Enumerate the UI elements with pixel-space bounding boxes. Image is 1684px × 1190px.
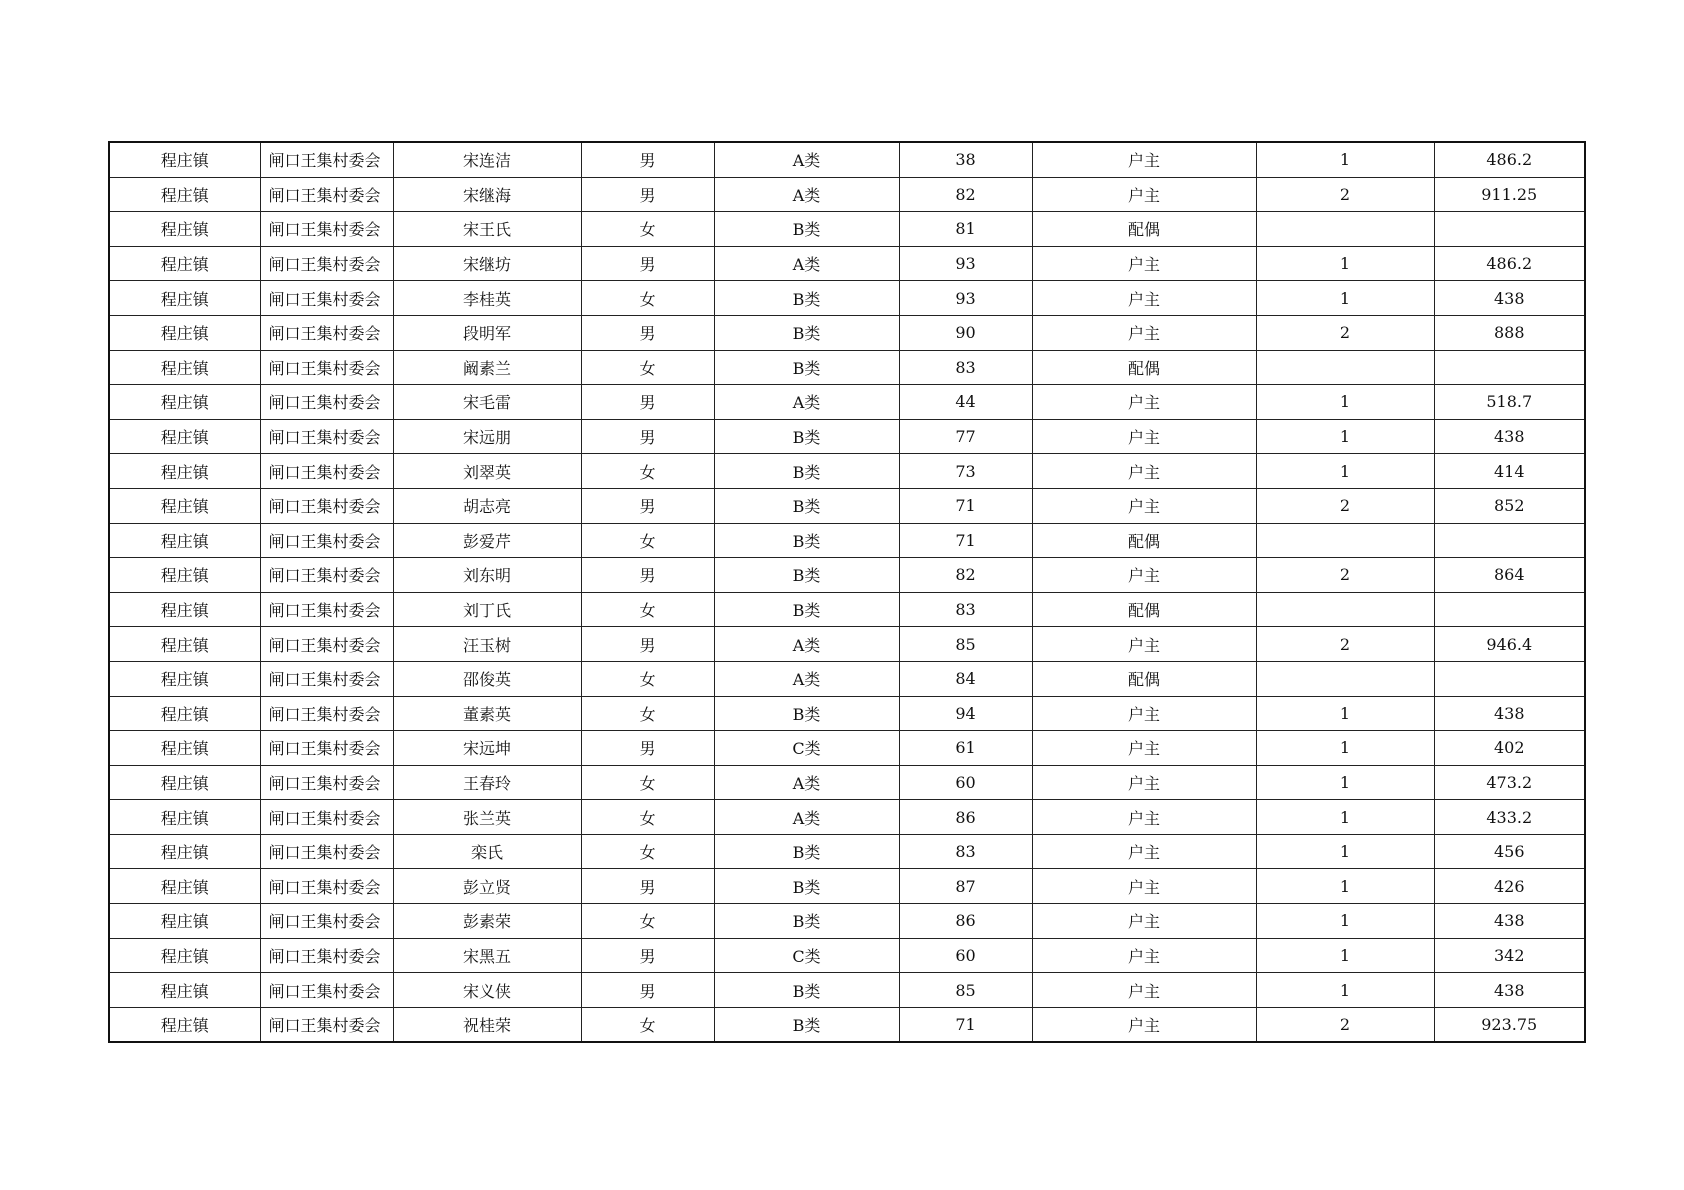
age-cell: 90 xyxy=(899,315,1032,350)
table-row xyxy=(109,281,1585,316)
gender-cell: 男 xyxy=(581,142,714,177)
gender-cell: 女 xyxy=(581,904,714,939)
table-row xyxy=(109,177,1585,212)
table-row xyxy=(109,350,1585,385)
count-cell: 2 xyxy=(1256,1007,1434,1042)
table-row xyxy=(109,938,1585,973)
table-row xyxy=(109,1007,1585,1042)
town-cell: 程庄镇 xyxy=(109,834,260,869)
village-cell: 闸口王集村委会 xyxy=(260,488,393,523)
age-cell: 61 xyxy=(899,731,1032,766)
amount-cell: 888 xyxy=(1434,315,1585,350)
age-cell: 86 xyxy=(899,800,1032,835)
table-row xyxy=(109,800,1585,835)
gender-cell: 女 xyxy=(581,523,714,558)
relation-cell: 户主 xyxy=(1032,800,1256,835)
amount-cell: 486.2 xyxy=(1434,142,1585,177)
gender-cell: 女 xyxy=(581,800,714,835)
table-row xyxy=(109,765,1585,800)
village-cell: 闸口王集村委会 xyxy=(260,177,393,212)
count-cell: 1 xyxy=(1256,834,1434,869)
relation-cell: 户主 xyxy=(1032,1007,1256,1042)
town-cell: 程庄镇 xyxy=(109,558,260,593)
amount-cell: 456 xyxy=(1434,834,1585,869)
age-cell: 85 xyxy=(899,627,1032,662)
name-cell: 阚素兰 xyxy=(393,350,581,385)
amount-cell xyxy=(1434,661,1585,696)
count-cell: 1 xyxy=(1256,973,1434,1008)
count-cell: 2 xyxy=(1256,558,1434,593)
amount-cell: 852 xyxy=(1434,488,1585,523)
age-cell: 86 xyxy=(899,904,1032,939)
count-cell: 1 xyxy=(1256,938,1434,973)
count-cell: 1 xyxy=(1256,869,1434,904)
village-cell: 闸口王集村委会 xyxy=(260,869,393,904)
count-cell: 1 xyxy=(1256,454,1434,489)
town-cell: 程庄镇 xyxy=(109,350,260,385)
village-cell: 闸口王集村委会 xyxy=(260,973,393,1008)
name-cell: 宋毛雷 xyxy=(393,385,581,420)
village-cell: 闸口王集村委会 xyxy=(260,281,393,316)
table-row xyxy=(109,246,1585,281)
amount-cell: 438 xyxy=(1434,696,1585,731)
gender-cell: 女 xyxy=(581,661,714,696)
category-cell: A类 xyxy=(714,800,899,835)
category-cell: B类 xyxy=(714,315,899,350)
table-row xyxy=(109,558,1585,593)
table-row xyxy=(109,661,1585,696)
age-cell: 83 xyxy=(899,592,1032,627)
gender-cell: 女 xyxy=(581,696,714,731)
count-cell: 2 xyxy=(1256,315,1434,350)
gender-cell: 男 xyxy=(581,938,714,973)
amount-cell xyxy=(1434,212,1585,247)
town-cell: 程庄镇 xyxy=(109,1007,260,1042)
amount-cell xyxy=(1434,592,1585,627)
town-cell: 程庄镇 xyxy=(109,904,260,939)
age-cell: 77 xyxy=(899,419,1032,454)
count-cell xyxy=(1256,212,1434,247)
age-cell: 93 xyxy=(899,281,1032,316)
gender-cell: 女 xyxy=(581,592,714,627)
town-cell: 程庄镇 xyxy=(109,696,260,731)
relation-cell: 户主 xyxy=(1032,142,1256,177)
village-cell: 闸口王集村委会 xyxy=(260,142,393,177)
count-cell: 1 xyxy=(1256,696,1434,731)
name-cell: 宋继海 xyxy=(393,177,581,212)
village-cell: 闸口王集村委会 xyxy=(260,800,393,835)
name-cell: 段明军 xyxy=(393,315,581,350)
gender-cell: 男 xyxy=(581,558,714,593)
town-cell: 程庄镇 xyxy=(109,281,260,316)
name-cell: 刘东明 xyxy=(393,558,581,593)
count-cell: 2 xyxy=(1256,627,1434,662)
gender-cell: 女 xyxy=(581,1007,714,1042)
age-cell: 44 xyxy=(899,385,1032,420)
age-cell: 60 xyxy=(899,938,1032,973)
town-cell: 程庄镇 xyxy=(109,523,260,558)
category-cell: A类 xyxy=(714,661,899,696)
category-cell: A类 xyxy=(714,142,899,177)
age-cell: 73 xyxy=(899,454,1032,489)
relation-cell: 户主 xyxy=(1032,315,1256,350)
name-cell: 董素英 xyxy=(393,696,581,731)
count-cell: 1 xyxy=(1256,246,1434,281)
gender-cell: 男 xyxy=(581,246,714,281)
village-cell: 闸口王集村委会 xyxy=(260,212,393,247)
town-cell: 程庄镇 xyxy=(109,454,260,489)
relation-cell: 户主 xyxy=(1032,869,1256,904)
count-cell: 1 xyxy=(1256,765,1434,800)
town-cell: 程庄镇 xyxy=(109,869,260,904)
relation-cell: 户主 xyxy=(1032,488,1256,523)
village-cell: 闸口王集村委会 xyxy=(260,834,393,869)
relation-cell: 户主 xyxy=(1032,696,1256,731)
amount-cell: 911.25 xyxy=(1434,177,1585,212)
relation-cell: 户主 xyxy=(1032,731,1256,766)
relation-cell: 户主 xyxy=(1032,627,1256,662)
town-cell: 程庄镇 xyxy=(109,938,260,973)
town-cell: 程庄镇 xyxy=(109,661,260,696)
table-row xyxy=(109,904,1585,939)
name-cell: 王春玲 xyxy=(393,765,581,800)
age-cell: 71 xyxy=(899,1007,1032,1042)
table-body xyxy=(109,142,1585,1042)
name-cell: 刘翠英 xyxy=(393,454,581,489)
name-cell: 宋远坤 xyxy=(393,731,581,766)
table-row xyxy=(109,627,1585,662)
count-cell: 1 xyxy=(1256,419,1434,454)
count-cell: 1 xyxy=(1256,281,1434,316)
name-cell: 宋黑五 xyxy=(393,938,581,973)
relation-cell: 户主 xyxy=(1032,765,1256,800)
name-cell: 张兰英 xyxy=(393,800,581,835)
category-cell: B类 xyxy=(714,212,899,247)
category-cell: B类 xyxy=(714,592,899,627)
name-cell: 彭素荣 xyxy=(393,904,581,939)
amount-cell: 518.7 xyxy=(1434,385,1585,420)
category-cell: B类 xyxy=(714,869,899,904)
gender-cell: 女 xyxy=(581,454,714,489)
count-cell xyxy=(1256,661,1434,696)
category-cell: B类 xyxy=(714,558,899,593)
table-row xyxy=(109,315,1585,350)
category-cell: A类 xyxy=(714,627,899,662)
count-cell xyxy=(1256,350,1434,385)
relation-cell: 配偶 xyxy=(1032,592,1256,627)
town-cell: 程庄镇 xyxy=(109,142,260,177)
amount-cell: 433.2 xyxy=(1434,800,1585,835)
count-cell xyxy=(1256,592,1434,627)
age-cell: 81 xyxy=(899,212,1032,247)
amount-cell: 426 xyxy=(1434,869,1585,904)
count-cell: 1 xyxy=(1256,731,1434,766)
count-cell: 2 xyxy=(1256,488,1434,523)
table-row xyxy=(109,696,1585,731)
category-cell: B类 xyxy=(714,419,899,454)
age-cell: 83 xyxy=(899,834,1032,869)
table-row xyxy=(109,419,1585,454)
village-cell: 闸口王集村委会 xyxy=(260,938,393,973)
age-cell: 94 xyxy=(899,696,1032,731)
town-cell: 程庄镇 xyxy=(109,731,260,766)
data-table xyxy=(108,141,1586,1043)
name-cell: 祝桂荣 xyxy=(393,1007,581,1042)
town-cell: 程庄镇 xyxy=(109,315,260,350)
town-cell: 程庄镇 xyxy=(109,246,260,281)
village-cell: 闸口王集村委会 xyxy=(260,904,393,939)
age-cell: 60 xyxy=(899,765,1032,800)
category-cell: B类 xyxy=(714,1007,899,1042)
count-cell xyxy=(1256,523,1434,558)
category-cell: B类 xyxy=(714,904,899,939)
category-cell: B类 xyxy=(714,488,899,523)
amount-cell: 473.2 xyxy=(1434,765,1585,800)
table-row xyxy=(109,592,1585,627)
town-cell: 程庄镇 xyxy=(109,212,260,247)
name-cell: 宋远朋 xyxy=(393,419,581,454)
relation-cell: 户主 xyxy=(1032,904,1256,939)
village-cell: 闸口王集村委会 xyxy=(260,627,393,662)
gender-cell: 女 xyxy=(581,834,714,869)
table-row xyxy=(109,731,1585,766)
village-cell: 闸口王集村委会 xyxy=(260,315,393,350)
name-cell: 宋连洁 xyxy=(393,142,581,177)
amount-cell: 438 xyxy=(1434,419,1585,454)
name-cell: 刘丁氏 xyxy=(393,592,581,627)
village-cell: 闸口王集村委会 xyxy=(260,592,393,627)
category-cell: B类 xyxy=(714,281,899,316)
amount-cell: 438 xyxy=(1434,973,1585,1008)
name-cell: 彭立贤 xyxy=(393,869,581,904)
age-cell: 83 xyxy=(899,350,1032,385)
gender-cell: 男 xyxy=(581,419,714,454)
table-row xyxy=(109,973,1585,1008)
name-cell: 栾氏 xyxy=(393,834,581,869)
village-cell: 闸口王集村委会 xyxy=(260,523,393,558)
relation-cell: 户主 xyxy=(1032,454,1256,489)
relation-cell: 户主 xyxy=(1032,246,1256,281)
town-cell: 程庄镇 xyxy=(109,973,260,1008)
table-row xyxy=(109,212,1585,247)
age-cell: 87 xyxy=(899,869,1032,904)
table-row xyxy=(109,834,1585,869)
village-cell: 闸口王集村委会 xyxy=(260,1007,393,1042)
gender-cell: 男 xyxy=(581,315,714,350)
count-cell: 1 xyxy=(1256,904,1434,939)
count-cell: 1 xyxy=(1256,142,1434,177)
category-cell: C类 xyxy=(714,938,899,973)
amount-cell: 342 xyxy=(1434,938,1585,973)
category-cell: B类 xyxy=(714,696,899,731)
age-cell: 71 xyxy=(899,523,1032,558)
category-cell: B类 xyxy=(714,973,899,1008)
gender-cell: 男 xyxy=(581,627,714,662)
gender-cell: 女 xyxy=(581,281,714,316)
village-cell: 闸口王集村委会 xyxy=(260,765,393,800)
table-row xyxy=(109,385,1585,420)
category-cell: A类 xyxy=(714,246,899,281)
gender-cell: 男 xyxy=(581,731,714,766)
village-cell: 闸口王集村委会 xyxy=(260,350,393,385)
category-cell: A类 xyxy=(714,385,899,420)
relation-cell: 户主 xyxy=(1032,834,1256,869)
age-cell: 82 xyxy=(899,558,1032,593)
gender-cell: 女 xyxy=(581,350,714,385)
relation-cell: 户主 xyxy=(1032,973,1256,1008)
gender-cell: 女 xyxy=(581,765,714,800)
village-cell: 闸口王集村委会 xyxy=(260,661,393,696)
name-cell: 李桂英 xyxy=(393,281,581,316)
town-cell: 程庄镇 xyxy=(109,488,260,523)
name-cell: 宋王氏 xyxy=(393,212,581,247)
town-cell: 程庄镇 xyxy=(109,592,260,627)
name-cell: 彭爱芹 xyxy=(393,523,581,558)
village-cell: 闸口王集村委会 xyxy=(260,246,393,281)
table-row xyxy=(109,488,1585,523)
relation-cell: 户主 xyxy=(1032,281,1256,316)
age-cell: 71 xyxy=(899,488,1032,523)
amount-cell: 923.75 xyxy=(1434,1007,1585,1042)
category-cell: C类 xyxy=(714,731,899,766)
town-cell: 程庄镇 xyxy=(109,419,260,454)
name-cell: 宋义侠 xyxy=(393,973,581,1008)
table-row xyxy=(109,523,1585,558)
age-cell: 85 xyxy=(899,973,1032,1008)
count-cell: 2 xyxy=(1256,177,1434,212)
village-cell: 闸口王集村委会 xyxy=(260,385,393,420)
relation-cell: 配偶 xyxy=(1032,350,1256,385)
table-row xyxy=(109,142,1585,177)
gender-cell: 女 xyxy=(581,212,714,247)
village-cell: 闸口王集村委会 xyxy=(260,696,393,731)
amount-cell xyxy=(1434,523,1585,558)
amount-cell: 402 xyxy=(1434,731,1585,766)
amount-cell: 438 xyxy=(1434,904,1585,939)
category-cell: B类 xyxy=(714,834,899,869)
count-cell: 1 xyxy=(1256,385,1434,420)
town-cell: 程庄镇 xyxy=(109,385,260,420)
relation-cell: 户主 xyxy=(1032,558,1256,593)
table-row xyxy=(109,454,1585,489)
count-cell: 1 xyxy=(1256,800,1434,835)
village-cell: 闸口王集村委会 xyxy=(260,454,393,489)
amount-cell: 486.2 xyxy=(1434,246,1585,281)
amount-cell: 438 xyxy=(1434,281,1585,316)
relation-cell: 配偶 xyxy=(1032,212,1256,247)
gender-cell: 男 xyxy=(581,488,714,523)
age-cell: 84 xyxy=(899,661,1032,696)
name-cell: 宋继坊 xyxy=(393,246,581,281)
name-cell: 胡志亮 xyxy=(393,488,581,523)
gender-cell: 男 xyxy=(581,385,714,420)
gender-cell: 男 xyxy=(581,177,714,212)
age-cell: 82 xyxy=(899,177,1032,212)
village-cell: 闸口王集村委会 xyxy=(260,419,393,454)
relation-cell: 户主 xyxy=(1032,938,1256,973)
gender-cell: 男 xyxy=(581,869,714,904)
village-cell: 闸口王集村委会 xyxy=(260,731,393,766)
town-cell: 程庄镇 xyxy=(109,627,260,662)
relation-cell: 户主 xyxy=(1032,419,1256,454)
age-cell: 38 xyxy=(899,142,1032,177)
village-cell: 闸口王集村委会 xyxy=(260,558,393,593)
amount-cell: 946.4 xyxy=(1434,627,1585,662)
category-cell: B类 xyxy=(714,454,899,489)
name-cell: 邵俊英 xyxy=(393,661,581,696)
town-cell: 程庄镇 xyxy=(109,765,260,800)
category-cell: A类 xyxy=(714,765,899,800)
relation-cell: 户主 xyxy=(1032,385,1256,420)
table-row xyxy=(109,869,1585,904)
relation-cell: 配偶 xyxy=(1032,523,1256,558)
gender-cell: 男 xyxy=(581,973,714,1008)
amount-cell: 864 xyxy=(1434,558,1585,593)
amount-cell xyxy=(1434,350,1585,385)
category-cell: B类 xyxy=(714,523,899,558)
category-cell: B类 xyxy=(714,350,899,385)
relation-cell: 配偶 xyxy=(1032,661,1256,696)
category-cell: A类 xyxy=(714,177,899,212)
town-cell: 程庄镇 xyxy=(109,800,260,835)
age-cell: 93 xyxy=(899,246,1032,281)
name-cell: 汪玉树 xyxy=(393,627,581,662)
town-cell: 程庄镇 xyxy=(109,177,260,212)
relation-cell: 户主 xyxy=(1032,177,1256,212)
amount-cell: 414 xyxy=(1434,454,1585,489)
